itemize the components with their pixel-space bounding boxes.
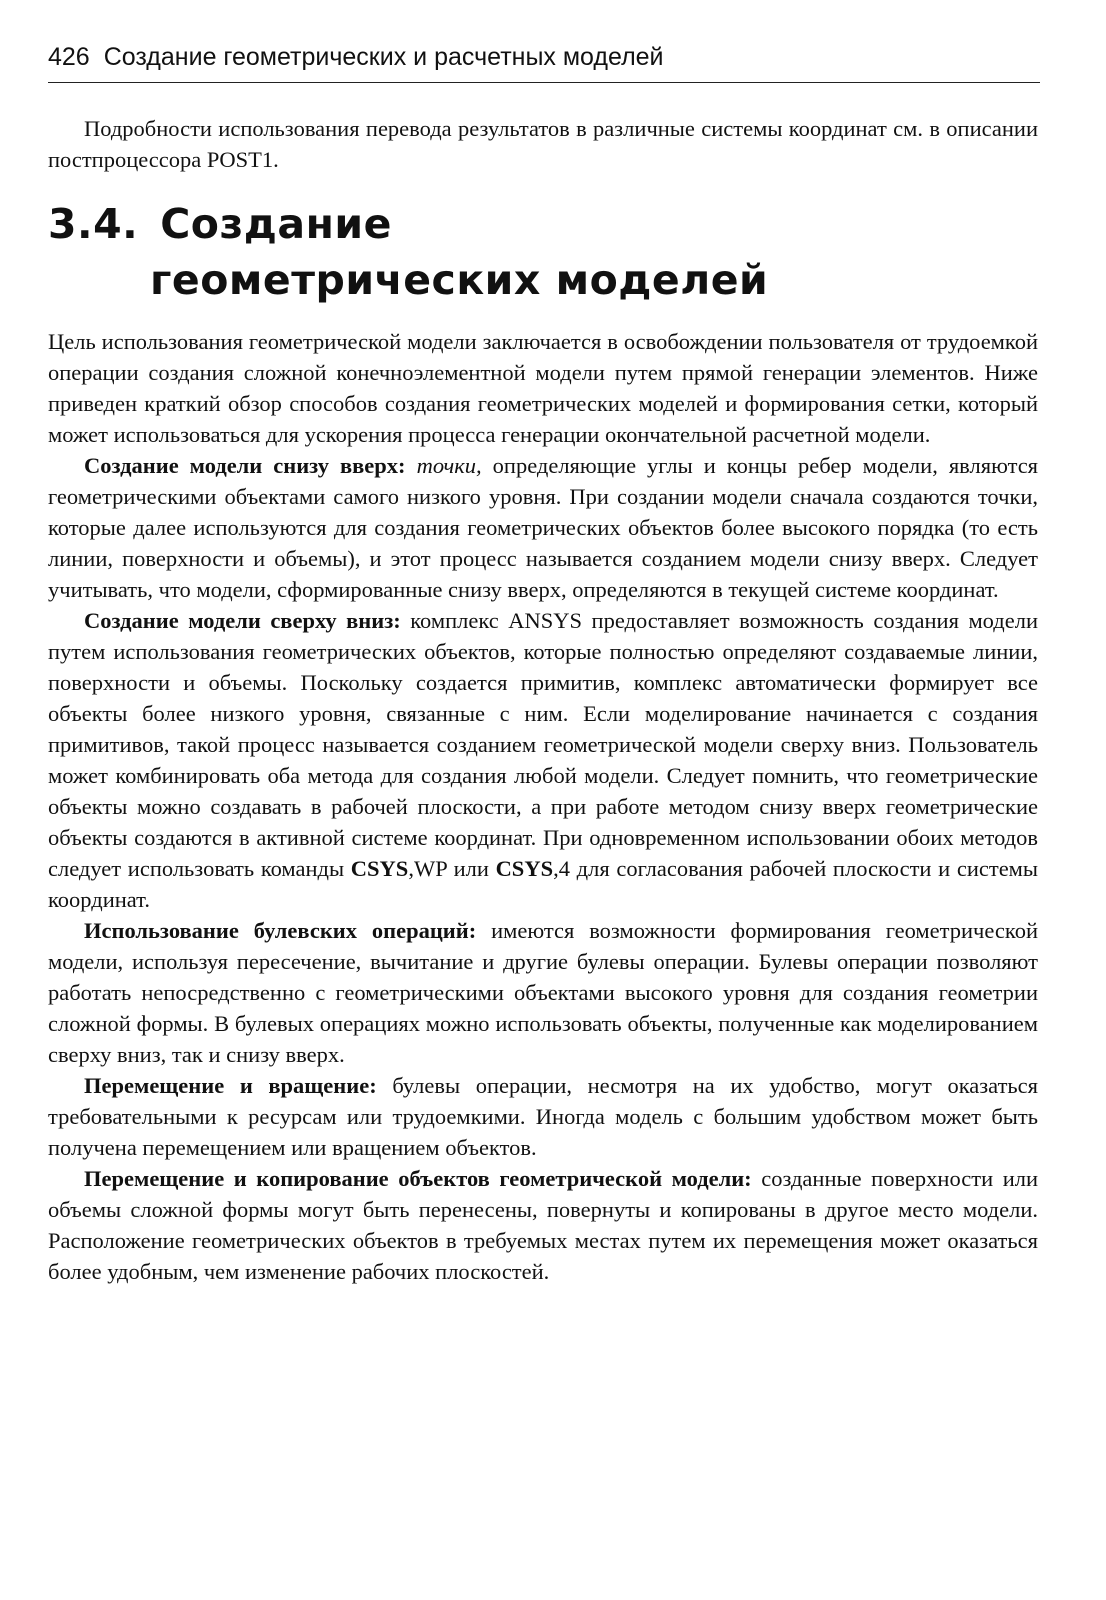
running-header — [48, 42, 1038, 72]
command-csys-4-arg: ,4 — [553, 856, 570, 881]
paragraph-bottom-up — [48, 450, 1038, 605]
term-top-down: Создание модели сверху вниз: — [84, 608, 401, 633]
paragraph-move-rotate — [48, 1070, 1038, 1163]
command-csys-4: CSYS — [495, 856, 554, 881]
running-title: Создание геометрических и расчетных моделей — [103, 43, 664, 71]
paragraph-move-copy — [48, 1163, 1038, 1287]
emphasis-points: точки, — [416, 453, 482, 478]
section-title-line2: геометрических моделей — [150, 256, 769, 304]
paragraph-top-down-end: для согласования рабочей плоскости и системы координат. — [48, 856, 1039, 912]
term-move-copy: Перемещение и копирование объектов геометрической модели: — [84, 1166, 752, 1191]
paragraph-top-down-or: или — [453, 856, 489, 881]
term-boolean: Использование булевских операций: — [84, 918, 477, 943]
paragraph-move-rotate-text: булевы операции, несмотря на их удобство, могут оказаться требовательными к ресурсам или трудоемкими. Иногда модель с большим удобством может быть получена перемещением или вращением объектов. — [48, 1073, 1039, 1160]
page-number: 426 — [48, 43, 90, 71]
section-number: 3.4. — [48, 200, 139, 248]
section-title-line1: Создание — [160, 200, 392, 248]
paragraph-top-down-text: комплекс ANSYS предоставляет возможность создания модели путем использования геометрических объектов, которые полностью определяют создаваемые линии, поверхности и объемы. Поскольку создается примитив, комплекс автоматически формирует все объекты более низкого уровня, связанные с ним. Если моделирование начинается с создания примитивов, такой процесс называется созданием геометрической модели сверху вниз. Пользователь может комбинировать оба метода для создания любой модели. Следует помнить, что геометрические объекты можно создавать в рабочей плоскости, а при работе методом снизу вверх геометрические объекты создаются в активной системе координат. При одновременном использовании обоих методов следует использовать команды — [48, 608, 1038, 881]
paragraph-boolean — [48, 915, 1038, 1070]
header-rule — [48, 82, 1040, 83]
paragraph-boolean-text: имеются возможности формирования геометрической модели, используя пересечение, вычитание и другие булевы операции. Булевы операции позволяют работать непосредственно с геометрическими объектами высокого уровня для создания геометрии сложной формы. В булевых операциях можно использовать объекты, полученные как моделированием сверху вниз, так и снизу вверх. — [48, 918, 1038, 1067]
term-move-rotate: Перемещение и вращение: — [84, 1073, 377, 1098]
paragraph-purpose: Цель использования геометрической модели заключается в освобождении пользователя от трудоемкой операции создания сложной конечноэлементной модели путем прямой генерации элементов. Ниже приведен краткий обзор способов создания геометрических моделей и формирования сетки, который может использоваться для ускорения процесса генерации окончательной расчетной модели. — [48, 329, 1038, 447]
paragraph-top-down — [48, 605, 1038, 915]
paragraph-move-copy-text: созданные поверхности или объемы сложной формы могут быть перенесены, повернуты и копированы в другое место модели. Расположение геометрических объектов в требуемых местах путем их перемещения может оказаться более удобным, чем изменение рабочих плоскостей. — [48, 1166, 1039, 1284]
paragraph-bottom-up-text: определяющие углы и концы ребер модели, являются геометрическими объектами самого низкого уровня. При создании модели сначала создаются точки, которые далее используются для создания геометрических объектов более высокого порядка (то есть линии, поверхности и объемы), и этот процесс называется созданием модели снизу вверх. Следует учитывать, что модели, сформированные снизу вверх, определяются в текущей системе координат. — [48, 453, 1039, 602]
command-csys-wp: CSYS — [350, 856, 409, 881]
section-body — [48, 326, 1038, 1287]
section-heading — [48, 196, 1038, 308]
command-csys-wp-arg: ,WP — [408, 856, 447, 881]
intro-paragraph: Подробности использования перевода результатов в различные системы координат см. в описании постпроцессора POST1. — [48, 116, 1038, 172]
term-bottom-up: Создание модели снизу вверх: — [84, 453, 406, 478]
section-heading-line1 — [48, 196, 1038, 252]
